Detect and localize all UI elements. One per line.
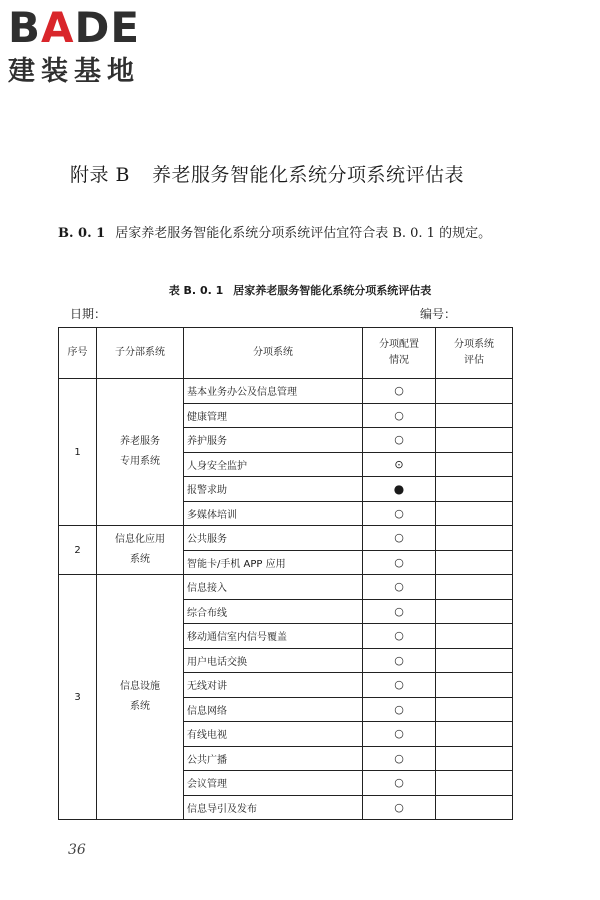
- appendix-title: 养老服务智能化系统分项系统评估表: [152, 164, 465, 186]
- logo-accent-letter: A: [41, 3, 75, 52]
- evaluation-cell[interactable]: [436, 697, 513, 722]
- page-number: 36: [68, 842, 86, 858]
- group-index: 1: [59, 379, 97, 526]
- item-cell: 用户电话交换: [184, 648, 363, 673]
- evaluation-cell[interactable]: [436, 501, 513, 526]
- item-cell: 公共服务: [184, 526, 363, 551]
- open-circle-icon: ○: [394, 751, 404, 765]
- table-row: [59, 526, 513, 551]
- item-cell: 健康管理: [184, 403, 363, 428]
- logo-subtitle: 建装基地: [8, 56, 140, 87]
- item-cell: 基本业务办公及信息管理: [184, 379, 363, 404]
- dotted-circle-icon: ⊙: [394, 457, 404, 471]
- config-mark: [363, 403, 436, 428]
- item-cell: 报警求助: [184, 477, 363, 502]
- evaluation-cell[interactable]: [436, 403, 513, 428]
- evaluation-cell[interactable]: [436, 477, 513, 502]
- evaluation-cell[interactable]: [436, 575, 513, 600]
- config-mark: [363, 771, 436, 796]
- number-label: 编号：: [420, 307, 457, 321]
- group-index: 2: [59, 526, 97, 575]
- open-circle-icon: ○: [394, 629, 404, 643]
- open-circle-icon: ○: [394, 531, 404, 545]
- header-evaluation: 分项系统 评估: [436, 328, 513, 379]
- group-subsystem: 信息化应用 系统: [97, 526, 184, 575]
- evaluation-cell[interactable]: [436, 624, 513, 649]
- header-index: 序号: [59, 328, 97, 379]
- table-number: 表 B. 0. 1: [168, 284, 224, 297]
- config-mark: [363, 795, 436, 820]
- config-mark: [363, 624, 436, 649]
- date-label: 日期：: [70, 307, 107, 321]
- config-mark: [363, 526, 436, 551]
- open-circle-icon: ○: [394, 384, 404, 398]
- header-config: 分项配置 情况: [363, 328, 436, 379]
- group-index: 3: [59, 575, 97, 820]
- open-circle-icon: ○: [394, 433, 404, 447]
- config-mark: [363, 648, 436, 673]
- open-circle-icon: ○: [394, 702, 404, 716]
- config-mark: [363, 501, 436, 526]
- open-circle-icon: ○: [394, 506, 404, 520]
- open-circle-icon: ○: [394, 408, 404, 422]
- logo-letters: B: [8, 3, 42, 52]
- open-circle-icon: ○: [394, 678, 404, 692]
- item-cell: 信息导引及发布: [184, 795, 363, 820]
- config-mark: [363, 452, 436, 477]
- item-cell: 综合布线: [184, 599, 363, 624]
- item-cell: 无线对讲: [184, 673, 363, 698]
- open-circle-icon: ○: [394, 580, 404, 594]
- open-circle-icon: ○: [394, 800, 404, 814]
- filled-circle-icon: ●: [393, 481, 405, 496]
- item-cell: 信息接入: [184, 575, 363, 600]
- evaluation-cell[interactable]: [436, 795, 513, 820]
- config-mark: [363, 428, 436, 453]
- evaluation-cell[interactable]: [436, 722, 513, 747]
- config-mark: [363, 746, 436, 771]
- appendix-label: 附录 B: [70, 164, 131, 186]
- item-cell: 智能卡/手机 APP 应用: [184, 550, 363, 575]
- table-header-row: [59, 328, 513, 379]
- brand-logo: [8, 3, 178, 88]
- clause-paragraph: [58, 222, 528, 246]
- logo-letters-tail: DE: [74, 3, 141, 52]
- item-cell: 公共广播: [184, 746, 363, 771]
- config-mark: [363, 477, 436, 502]
- appendix-heading: [70, 160, 464, 187]
- group-subsystem: 信息设施 系统: [97, 575, 184, 820]
- evaluation-cell[interactable]: [436, 648, 513, 673]
- config-mark: [363, 599, 436, 624]
- config-mark: [363, 722, 436, 747]
- config-mark: [363, 575, 436, 600]
- evaluation-cell[interactable]: [436, 452, 513, 477]
- header-subsystem: 子分部系统: [97, 328, 184, 379]
- open-circle-icon: ○: [394, 604, 404, 618]
- config-mark: [363, 697, 436, 722]
- open-circle-icon: ○: [394, 727, 404, 741]
- config-mark: [363, 550, 436, 575]
- table-row: [59, 575, 513, 600]
- evaluation-table: [58, 327, 513, 820]
- item-cell: 信息网络: [184, 697, 363, 722]
- evaluation-cell[interactable]: [436, 771, 513, 796]
- table-row: [59, 379, 513, 404]
- evaluation-cell[interactable]: [436, 746, 513, 771]
- logo-wordmark: [8, 3, 178, 52]
- clause-text: 居家养老服务智能化系统分项系统评估宜符合表 B. 0. 1 的规定。: [115, 226, 492, 241]
- config-mark: [363, 379, 436, 404]
- open-circle-icon: ○: [394, 555, 404, 569]
- item-cell: 人身安全监护: [184, 452, 363, 477]
- evaluation-cell[interactable]: [436, 379, 513, 404]
- item-cell: 养护服务: [184, 428, 363, 453]
- config-mark: [363, 673, 436, 698]
- item-cell: 多媒体培训: [184, 501, 363, 526]
- item-cell: 移动通信室内信号覆盖: [184, 624, 363, 649]
- open-circle-icon: ○: [394, 653, 404, 667]
- evaluation-cell[interactable]: [436, 599, 513, 624]
- table-title: 居家养老服务智能化系统分项系统评估表: [233, 284, 432, 297]
- table-caption: [0, 282, 600, 298]
- item-cell: 有线电视: [184, 722, 363, 747]
- item-cell: 会议管理: [184, 771, 363, 796]
- evaluation-cell[interactable]: [436, 428, 513, 453]
- group-subsystem: 养老服务 专用系统: [97, 379, 184, 526]
- header-item: 分项系统: [184, 328, 363, 379]
- evaluation-cell[interactable]: [436, 673, 513, 698]
- evaluation-cell[interactable]: [436, 550, 513, 575]
- clause-number: B. 0. 1: [58, 226, 106, 241]
- evaluation-cell[interactable]: [436, 526, 513, 551]
- open-circle-icon: ○: [394, 776, 404, 790]
